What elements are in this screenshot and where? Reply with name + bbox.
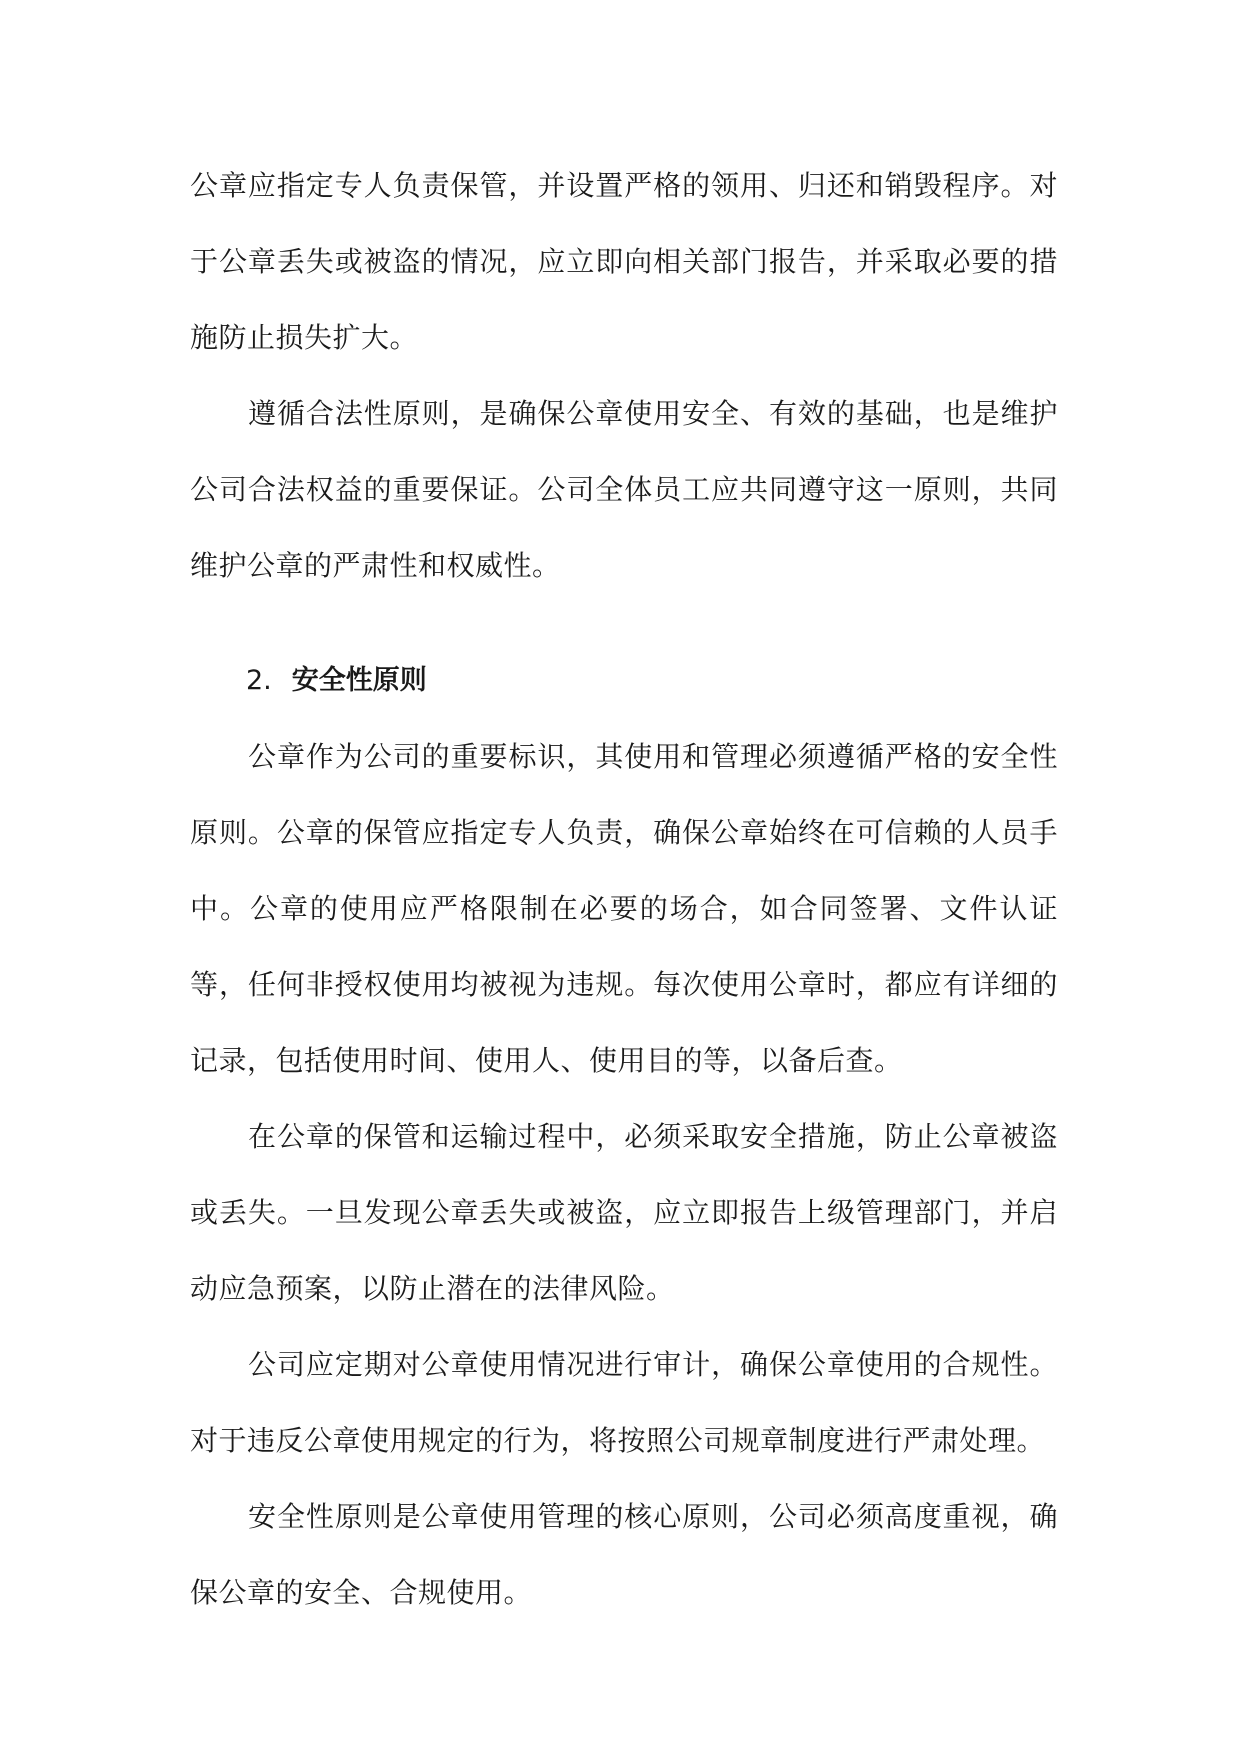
document-body xyxy=(190,148,1058,1631)
paragraph-security-intro: 公章作为公司的重要标识，其使用和管理必须遵循严格的安全性原则。公章的保管应指定专人负责，确保公章始终在可信赖的人员手中。公章的使用应严格限制在必要的场合，如合同签署、文件认证等，任何非授权使用均被视为违规。每次使用公章时，都应有详细的记录，包括使用时间、使用人、使用目的等，以备后查。 xyxy=(190,740,1058,1077)
section-number: 2. xyxy=(246,665,272,696)
paragraph-security-summary: 安全性原则是公章使用管理的核心原则，公司必须高度重视，确保公章的安全、合规使用。 xyxy=(190,1500,1058,1609)
paragraph-audit: 公司应定期对公章使用情况进行审计，确保公章使用的合规性。对于违反公章使用规定的行为，将按照公司规章制度进行严肃处理。 xyxy=(190,1348,1058,1457)
section-title: 安全性原则 xyxy=(291,665,427,696)
paragraph-continuation: 公章应指定专人负责保管，并设置严格的领用、归还和销毁程序。对于公章丢失或被盗的情况，应立即向相关部门报告，并采取必要的措施防止损失扩大。 xyxy=(190,169,1058,354)
paragraph-custody-transport: 在公章的保管和运输过程中，必须采取安全措施，防止公章被盗或丢失。一旦发现公章丢失或被盗，应立即报告上级管理部门，并启动应急预案，以防止潜在的法律风险。 xyxy=(190,1120,1058,1305)
section-heading xyxy=(190,643,1058,719)
paragraph-legality-summary: 遵循合法性原则，是确保公章使用安全、有效的基础，也是维护公司合法权益的重要保证。公司全体员工应共同遵守这一原则，共同维护公章的严肃性和权威性。 xyxy=(190,397,1058,582)
